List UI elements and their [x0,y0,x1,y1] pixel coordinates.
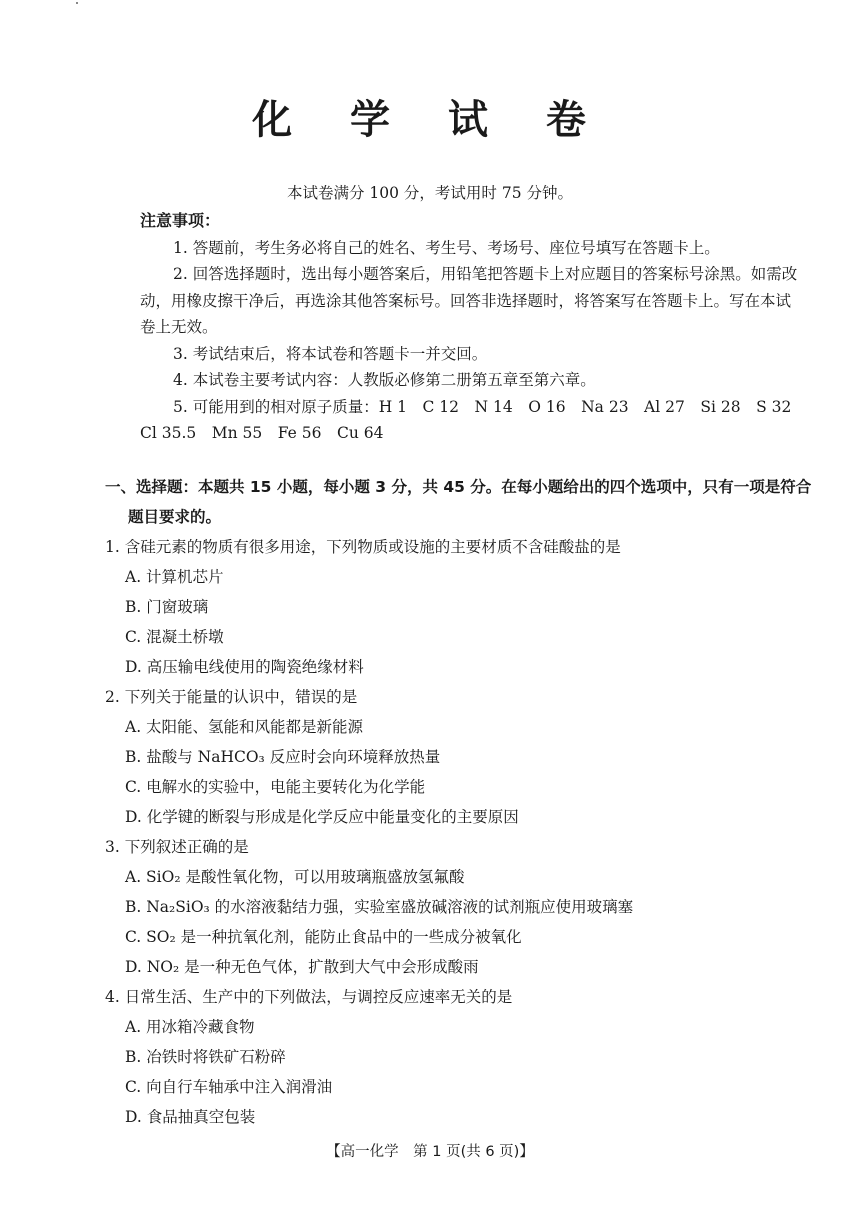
option-d: D. NO₂ 是一种无色气体，扩散到大气中会形成酸雨 [125,958,479,976]
notice-item-1: 1. 答题前，考生务必将自己的姓名、考生号、考场号、座位号填写在答题卡上。 [173,238,720,257]
notice-block [140,208,807,447]
option-list [105,862,825,982]
option-d: D. 高压输电线使用的陶瓷绝缘材料 [125,658,364,676]
question-stem: 3. 下列叙述正确的是 [105,838,249,856]
option-a: A. 计算机芯片 [125,568,224,586]
question-1 [105,532,825,682]
option-list [105,562,825,682]
notice-heading: 注意事项： [140,211,221,230]
option-b: B. 冶铁时将铁矿石粉碎 [125,1048,286,1066]
section-multiple-choice [105,472,825,1132]
question-stem: 2. 下列关于能量的认识中，错误的是 [105,688,358,706]
option-d: D. 化学键的断裂与形成是化学反应中能量变化的主要原因 [125,808,519,826]
page-footer: 【高一化学 第 1 页(共 6 页)】 [326,1144,534,1160]
notice-item-2: 2. 回答选择题时，选出每小题答案后，用铅笔把答题卡上对应题目的答案标号涂黑。如需改动，用橡皮擦干净后，再选涂其他答案标号。回答非选择题时，将答案写在答题卡上。写在本试卷上无效。 [140,265,798,336]
option-b: B. 门窗玻璃 [125,598,209,616]
question-stem: 1. 含硅元素的物质有很多用途，下列物质或设施的主要材质不含硅酸盐的是 [105,538,621,556]
option-b: B. Na₂SiO₃ 的水溶液黏结力强，实验室盛放碱溶液的试剂瓶应使用玻璃塞 [125,898,634,916]
option-a: A. 用冰箱冷藏食物 [125,1018,255,1036]
notice-item-5: 5. 可能用到的相对原子质量：H 1 C 12 N 14 O 16 Na 23 Al 27 Si 28 S 32 Cl 35.5 Mn 55 Fe 56 Cu 64 [140,397,807,442]
question-3 [105,832,825,982]
question-4 [105,982,825,1132]
option-d: D. 食品抽真空包装 [125,1108,256,1126]
option-list [105,712,825,832]
option-a: A. 太阳能、氢能和风能都是新能源 [125,718,364,736]
notice-item-3: 3. 考试结束后，将本试卷和答题卡一并交回。 [173,344,488,363]
question-stem: 4. 日常生活、生产中的下列做法，与调控反应速率无关的是 [105,988,513,1006]
scan-speck [76,2,78,4]
option-c: C. SO₂ 是一种抗氧化剂，能防止食品中的一些成分被氧化 [125,928,522,946]
option-list [105,1012,825,1132]
option-c: C. 向自行车轴承中注入润滑油 [125,1078,333,1096]
notice-item-4: 4. 本试卷主要考试内容：人教版必修第二册第五章至第六章。 [173,371,596,389]
option-c: C. 混凝土桥墩 [125,628,224,646]
option-b: B. 盐酸与 NaHCO₃ 反应时会向环境释放热量 [125,748,441,766]
page-title: 化 学 试 卷 [252,97,608,143]
option-c: C. 电解水的实验中，电能主要转化为化学能 [125,778,426,796]
question-2 [105,682,825,832]
option-a: A. SiO₂ 是酸性氧化物，可以用玻璃瓶盛放氢氟酸 [125,868,465,886]
section-heading: 一、选择题：本题共 15 小题，每小题 3 分，共 45 分。在每小题给出的四个选项中，只有一项是符合题目要求的。 [105,478,812,526]
exam-info: 本试卷满分 100 分，考试用时 75 分钟。 [286,184,574,202]
